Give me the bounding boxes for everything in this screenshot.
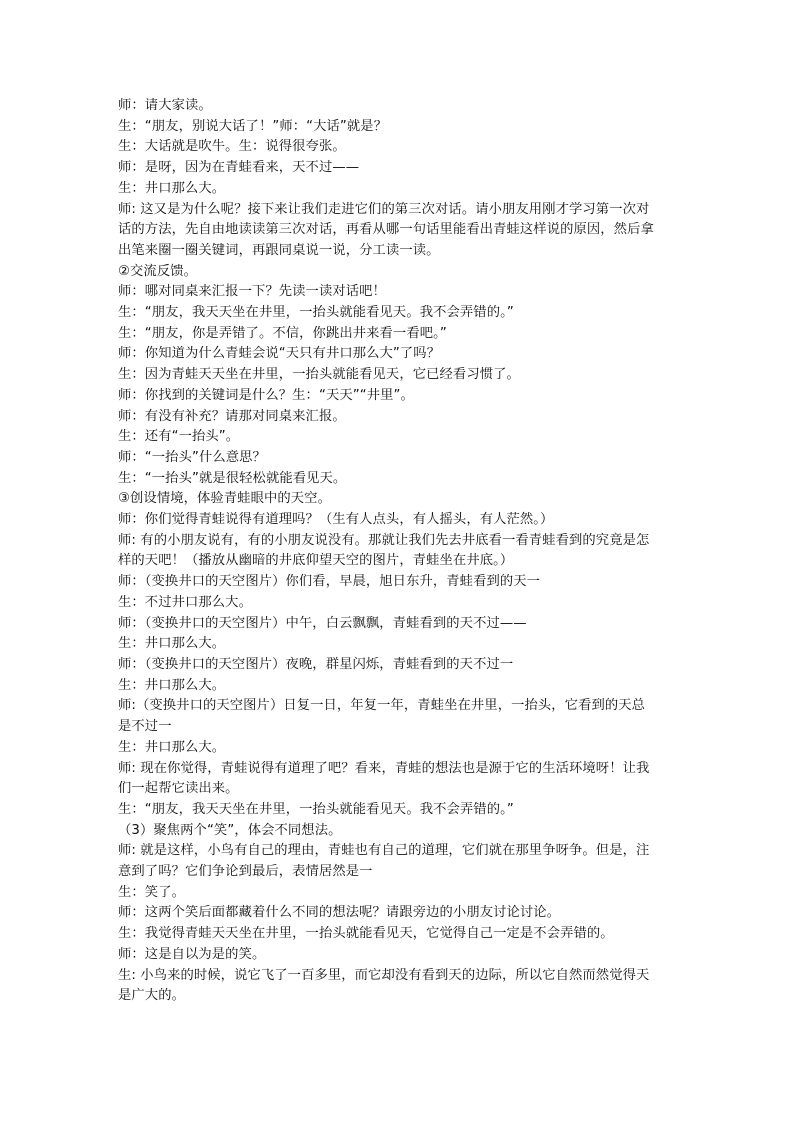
text-line: 师：你找到的关键词是什么？生：“天天”“井里”。 [118,387,414,403]
document-body [118,96,678,1007]
text-line: 是广大的。 [118,988,185,1004]
text-line: 师：有没有补充？请那对同桌来汇报。 [118,408,346,424]
text-line: 师: 就是这样，小鸟有自己的理由，青蛙也有自己的道理，它们就在那里争呀争。但是，注 [118,843,650,859]
text-line: 师：请大家读。 [118,98,212,113]
text-line: 生：“朋友，我天天坐在井里，一抬头就能看见天。我不会弄错的。” [118,305,514,321]
text-line: 们一起帮它读出来。 [118,781,239,797]
text-line: 生：井口那么大。 [118,180,226,196]
text-line: 生：“朋友，你是弄错了。不信，你跳出井来看一看吧。” [118,325,447,341]
text-line: 生：井口那么大。 [118,677,226,693]
text-line: 生：不过井口那么大。 [118,594,252,610]
text-line: 师：你们觉得青蛙说得有道理吗？（生有人点头，有人摇头，有人茫然。） [118,512,554,528]
text-line: 师: 现在你觉得，青蛙说得有道理了吧？看来，青蛙的想法也是源于它的生活环境呀！让我 [118,760,650,776]
text-line: 师: 有的小朋友说有，有的小朋友说没有。那就让我们先去井底看一看青蛙看到的究竟是怎 [118,532,650,548]
text-line: 生：“朋友，我天天坐在井里，一抬头就能看见天。我不会弄错的。” [118,801,514,817]
text-line: 生：因为青蛙天天坐在井里，一抬头就能看见天，它已经看习惯了。 [118,367,520,383]
text-line: 话的方法，先自由地读读第三次对话，再看从哪一句话里能看出青蛙这样说的原因，然后拿 [118,222,654,238]
text-line: （3）聚焦两个“笑”，体会不同想法。 [118,822,342,838]
text-line: 生：笑了。 [118,884,185,900]
text-line: 样的天吧！（播放从幽暗的井底仰望天空的图片，青蛙坐在井底。） [118,553,514,569]
text-line: 出笔来圈一圈关键词，再跟同桌说一说，分工读一读。 [118,242,440,258]
text-line: 生：井口那么大。 [118,636,226,652]
text-line: 师：你知道为什么青蛙会说“天只有井口那么大”了吗？ [118,346,441,362]
text-line: 生：“一抬头”就是很轻松就能看见天。 [118,470,347,486]
text-line: 生：井口那么大。 [118,739,226,755]
text-line: ②交流反馈。 [118,263,198,279]
text-line: 生：“朋友，别说大话了！”师：“大话”就是？ [118,118,388,134]
text-line: 师:（变换井口的天空图片）日复一日，年复一年，青蛙坐在井里，一抬头，它看到的天总 [118,698,646,714]
text-line: 师：这是自以为是的笑。 [118,946,266,962]
text-line: 师: 这又是为什么呢？接下来让我们走进它们的第三次对话。请小朋友用刚才学习第一次对 [118,201,650,217]
text-line: 是不过一 [118,719,172,735]
text-line: 意到了吗？它们争论到最后，表情居然是一 [118,864,373,880]
text-line: 生：还有“一抬头”。 [118,429,240,445]
text-line: 生：我觉得青蛙天天坐在井里，一抬头就能看见天，它觉得自己一定是不会弄错的。 [118,926,614,942]
text-line: 生: 小鸟来的时候，说它飞了一百多里，而它却没有看到天的边际，所以它自然而然觉得天 [118,967,650,983]
text-line: 师：哪对同桌来汇报一下？先读一读对话吧！ [118,284,386,300]
text-line: 师：这两个笑后面都藏着什么不同的想法呢？请跟旁边的小朋友讨论讨论。 [118,905,561,921]
text-line: 生：大话就是吹牛。生：说得很夸张。 [118,139,346,155]
text-line: 师：（变换井口的天空图片）中午，白云飘飘，青蛙看到的天不过—— [118,615,527,631]
text-line: ③创设情境，体验青蛙眼中的天空。 [118,491,331,507]
text-line: 师：（变换井口的天空图片）你们看，早晨，旭日东升，青蛙看到的天一 [118,574,541,590]
text-line: 师：是呀，因为在青蛙看来，天不过—— [118,160,360,176]
text-line: 师：（变换井口的天空图片）夜晚，群星闪烁，青蛙看到的天不过一 [118,656,514,672]
text-line: 师：“一抬头”什么意思？ [118,449,266,465]
